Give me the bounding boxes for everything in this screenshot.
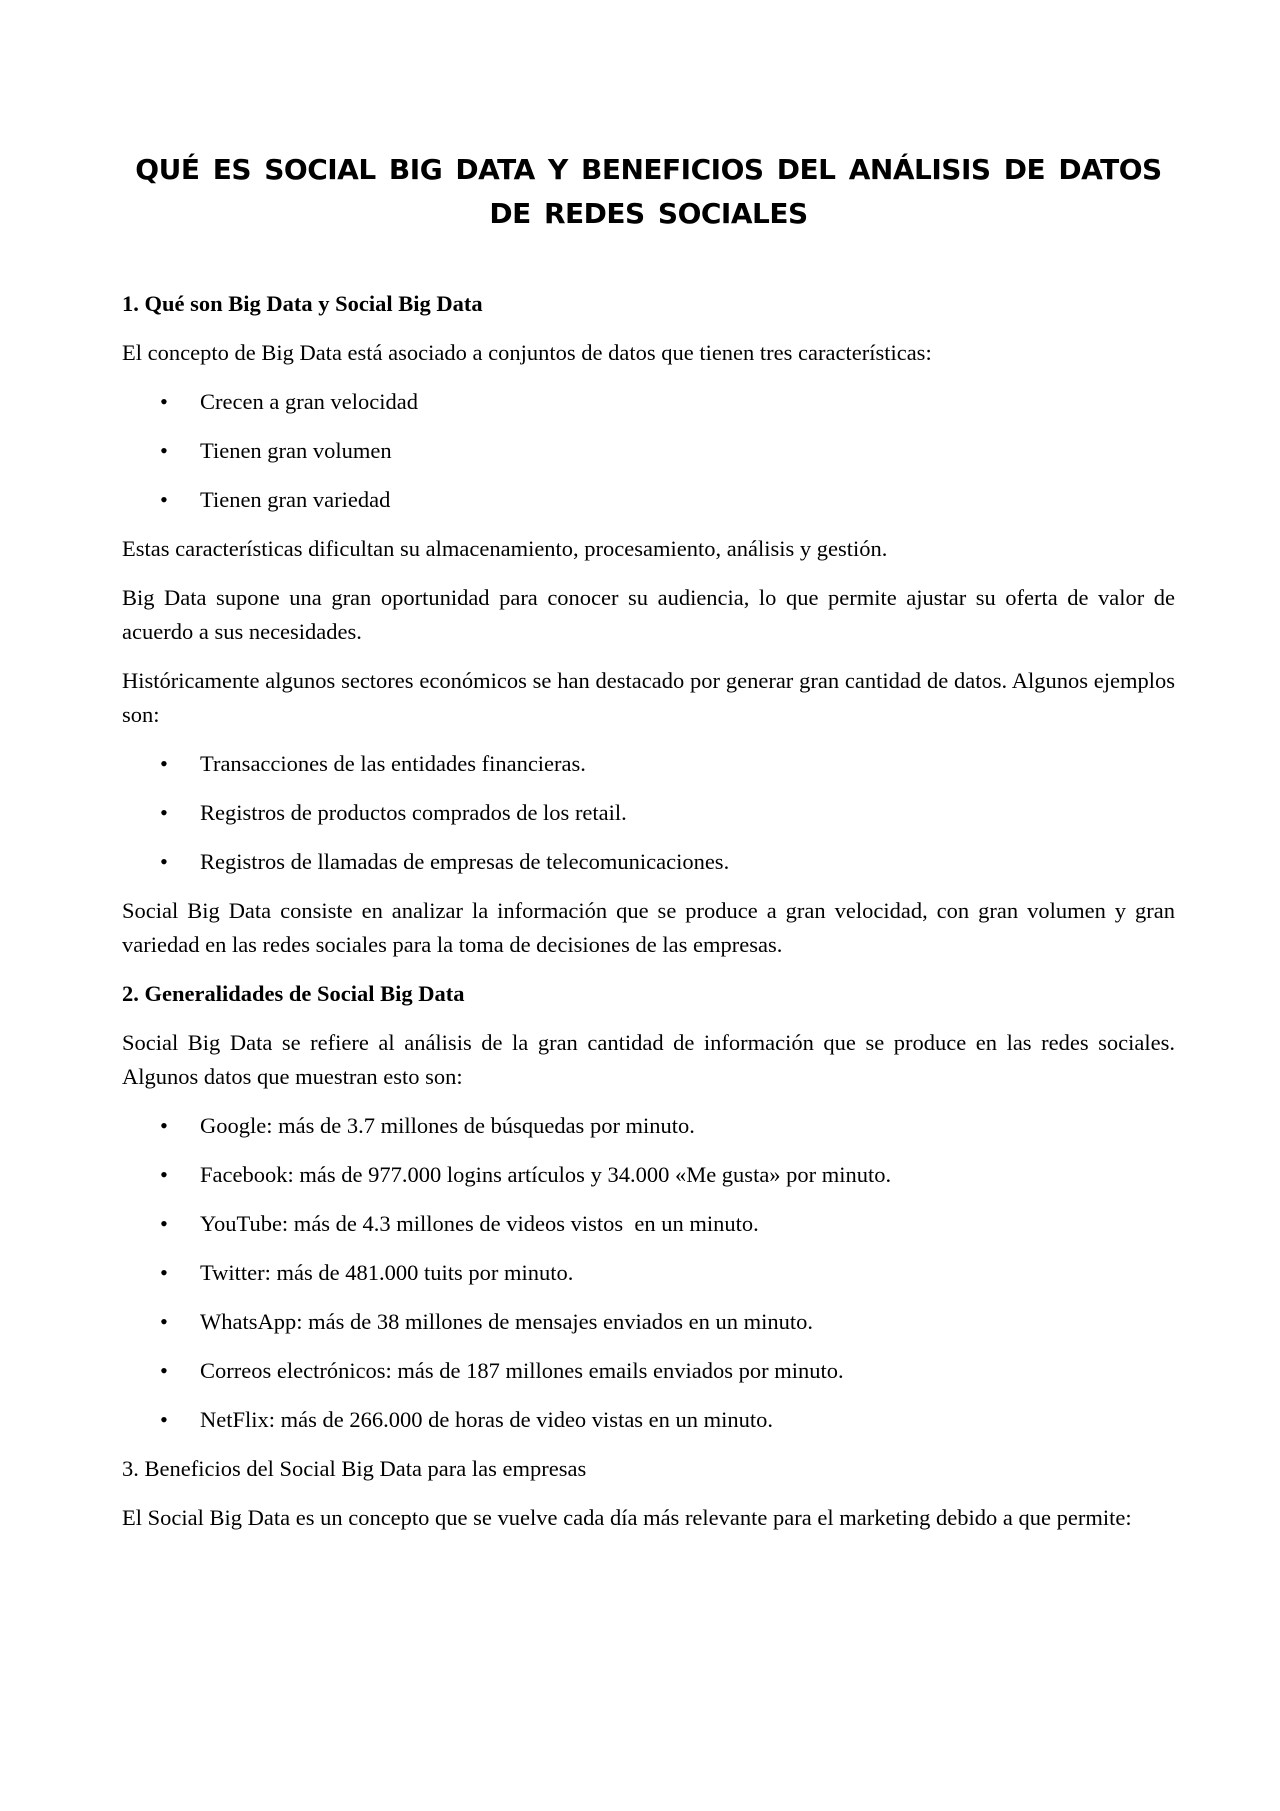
- section-3-heading: 3. Beneficios del Social Big Data para las empresas: [122, 1456, 587, 1481]
- list-item: • Twitter: más de 481.000 tuits por minuto.: [122, 1256, 1175, 1290]
- list-item: • YouTube: más de 4.3 millones de videos vistos en un minuto.: [122, 1207, 1175, 1241]
- section-3-intro: El Social Big Data es un concepto que se vuelve cada día más relevante para el marketing debido a que permite:: [122, 1505, 1132, 1530]
- paragraph-difficulties: Estas características dificultan su almacenamiento, procesamiento, análisis y gestión.: [122, 536, 888, 561]
- bullet-icon: •: [160, 751, 168, 776]
- bullet-icon: •: [160, 1162, 168, 1187]
- list-item: • NetFlix: más de 266.000 de horas de video vistas en un minuto.: [122, 1403, 1175, 1437]
- bullet-icon: •: [160, 1260, 168, 1285]
- bullet-icon: •: [160, 1211, 168, 1236]
- document-page: [122, 0, 1175, 1535]
- bullet-icon: •: [160, 1309, 168, 1334]
- section-2-heading: 2. Generalidades de Social Big Data: [122, 981, 465, 1006]
- bullet-icon: •: [160, 389, 168, 414]
- paragraph-definition: Social Big Data consiste en analizar la información que se produce a gran velocidad, con gran volumen y gran variedad en las redes sociales para la toma de decisiones de las empresas.: [122, 898, 1175, 957]
- social-stats-list: [122, 1109, 1175, 1437]
- section-1-intro: El concepto de Big Data está asociado a conjuntos de datos que tienen tres características:: [122, 340, 932, 365]
- characteristics-list: [122, 385, 1175, 517]
- list-item: • Tienen gran volumen: [122, 434, 1175, 468]
- bullet-icon: •: [160, 438, 168, 463]
- list-item: • Facebook: más de 977.000 logins artículos y 34.000 «Me gusta» por minuto.: [122, 1158, 1175, 1192]
- bullet-icon: •: [160, 1407, 168, 1432]
- list-item: • Registros de productos comprados de los retail.: [122, 796, 1175, 830]
- list-item: • Transacciones de las entidades financieras.: [122, 747, 1175, 781]
- title-line-2: DE REDES SOCIALES: [489, 197, 808, 230]
- paragraph-opportunity: Big Data supone una gran oportunidad para conocer su audiencia, lo que permite ajustar su oferta de valor de acuerdo a sus necesidades.: [122, 585, 1175, 644]
- section-2-intro: Social Big Data se refiere al análisis de la gran cantidad de información que se produce en las redes sociales. Algunos datos que muestran esto son:: [122, 1030, 1175, 1089]
- paragraph-sectors: Históricamente algunos sectores económicos se han destacado por generar gran cantidad de datos. Algunos ejemplos son:: [122, 668, 1175, 727]
- sector-examples-list: [122, 747, 1175, 879]
- list-item: • Crecen a gran velocidad: [122, 385, 1175, 419]
- bullet-icon: •: [160, 1113, 168, 1138]
- document-title: [122, 148, 1175, 236]
- title-line-1: QUÉ ES SOCIAL BIG DATA Y BENEFICIOS DEL ANÁLISIS DE DATOS: [135, 153, 1162, 186]
- list-item: • Tienen gran variedad: [122, 483, 1175, 517]
- bullet-icon: •: [160, 849, 168, 874]
- bullet-icon: •: [160, 1358, 168, 1383]
- list-item: • Correos electrónicos: más de 187 millones emails enviados por minuto.: [122, 1354, 1175, 1388]
- list-item: • Registros de llamadas de empresas de telecomunicaciones.: [122, 845, 1175, 879]
- bullet-icon: •: [160, 800, 168, 825]
- list-item: • WhatsApp: más de 38 millones de mensajes enviados en un minuto.: [122, 1305, 1175, 1339]
- list-item: • Google: más de 3.7 millones de búsquedas por minuto.: [122, 1109, 1175, 1143]
- section-1-heading: 1. Qué son Big Data y Social Big Data: [122, 291, 483, 316]
- bullet-icon: •: [160, 487, 168, 512]
